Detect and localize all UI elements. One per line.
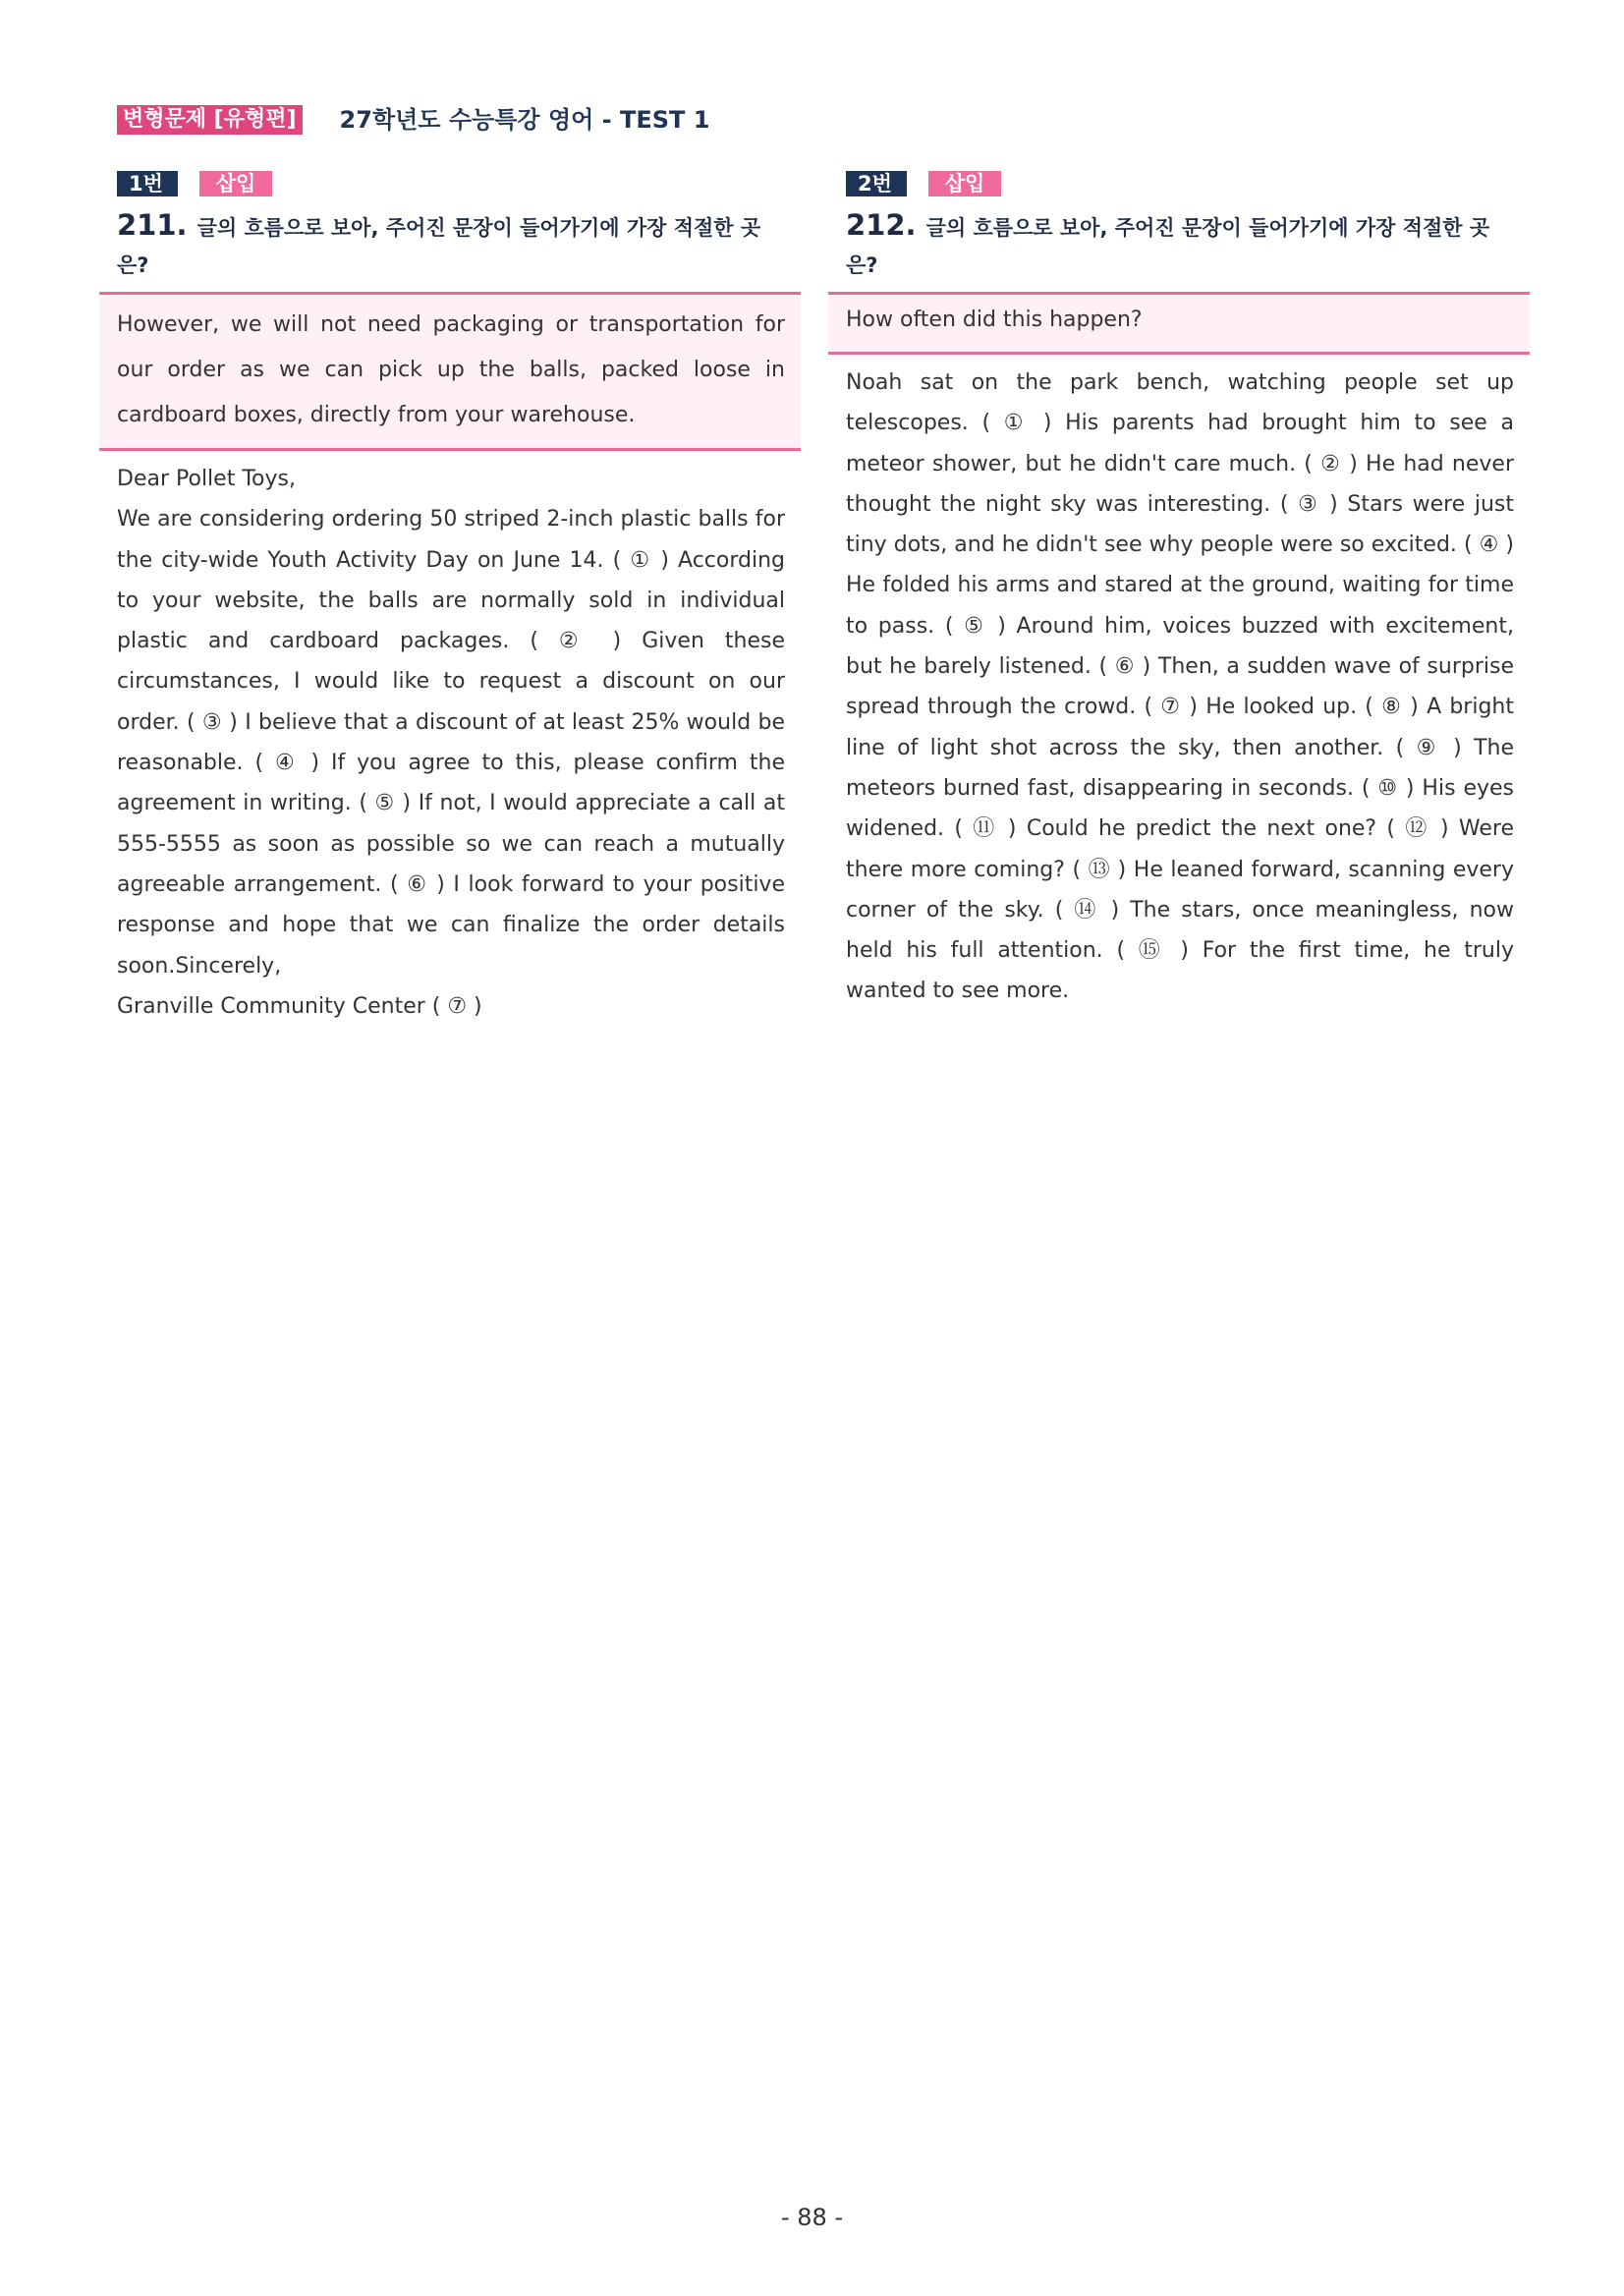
question-badges — [117, 171, 801, 196]
question-prompt — [846, 206, 1514, 284]
question-prompt-text: 글의 흐름으로 보아, 주어진 문장이 들어가기에 가장 적절한 곳은? — [117, 216, 761, 277]
question-number: 211. — [117, 208, 188, 242]
question-number-badge: 2번 — [846, 171, 907, 196]
question-prompt — [117, 206, 785, 284]
header-title: 27학년도 수능특강 영어 - TEST 1 — [339, 106, 710, 134]
header-tag: 변형문제 [유형편] — [117, 105, 303, 135]
given-sentence-box: How often did this happen? — [828, 292, 1530, 355]
given-sentence-box: However, we will not need packaging or transportation for our order as we can pick up the balls, packed loose in cardboard boxes, directly from your warehouse. — [99, 292, 801, 451]
question-211 — [99, 171, 801, 1027]
question-212 — [828, 171, 1530, 1012]
question-badges — [846, 171, 1530, 196]
question-number: 212. — [846, 208, 917, 242]
page-header — [117, 104, 709, 136]
page-number: - 88 - — [780, 2204, 844, 2231]
passage-text: Dear Pollet Toys, We are considering ordering 50 striped 2-inch plastic balls for the city-wide Youth Activity Day on June 14. ( ① ) According to your website, the balls are normally sold in individual plastic and cardboard packages. ( ② ) Given these circumstances, I would like to request a discount on our order. ( ③ ) I believe that a discount of at least 25% would be reasonable. ( ④ ) If you agree to this, please confirm the agreement in writing. ( ⑤ ) If not, I would appreciate a call at 555-5555 as soon as possible so we can reach a mutually agreeable arrangement. ( ⑥ ) I look forward to your positive response and hope that we can finalize the order details soon.Sincerely, Granville Community Center ( ⑦ ) — [117, 467, 785, 1019]
question-type-badge: 삽입 — [928, 171, 1001, 196]
question-type-badge: 삽입 — [199, 171, 272, 196]
passage-text: Noah sat on the park bench, watching people set up telescopes. ( ① ) His parents had brought him to see a meteor shower, but he didn't care much. ( ② ) He had never thought the night sky was interesting. ( ③ ) Stars were just tiny dots, and he didn't see why people were so excited. ( ④ ) He folded his arms and stared at the ground, waiting for time to pass. ( ⑤ ) Around him, voices buzzed with excitement, but he barely listened. ( ⑥ ) Then, a sudden wave of surprise spread through the crowd. ( ⑦ ) He looked up. ( ⑧ ) A bright line of light shot across the sky, then another. ( ⑨ ) The meteors burned fast, disappearing in seconds. ( ⑩ ) His eyes widened. ( ⑪ ) Could he predict the next one? ( ⑫ ) Were there more coming? ( ⑬ ) He leaned forward, scanning every corner of the sky. ( ⑭ ) The stars, once meaningless, now held his full attention. ( ⑮ ) For the first time, he truly wanted to see more. — [846, 370, 1514, 1004]
question-prompt-text: 글의 흐름으로 보아, 주어진 문장이 들어가기에 가장 적절한 곳은? — [846, 216, 1490, 277]
question-number-badge: 1번 — [117, 171, 178, 196]
